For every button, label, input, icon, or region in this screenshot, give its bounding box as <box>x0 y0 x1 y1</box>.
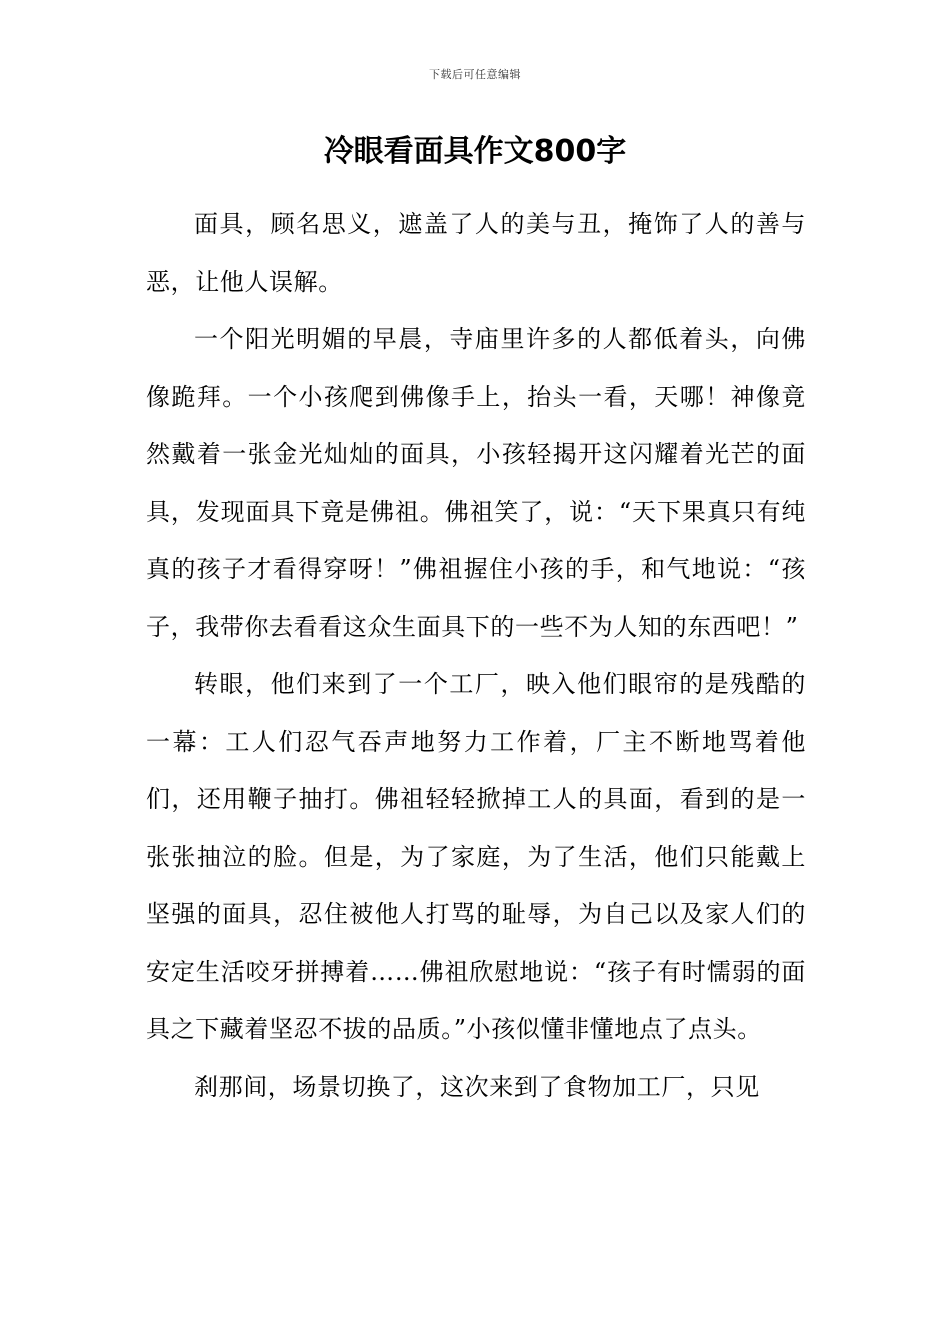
paragraph-2: 一个阳光明媚的早晨，寺庙里许多的人都低着头，向佛像跪拜。一个小孩爬到佛像手上，抬头一看，天哪！神像竟然戴着一张金光灿灿的面具，小孩轻揭开这闪耀着光芒的面具，发现面具下竟是佛祖。佛祖笑了，说：“天下果真只有纯真的孩子才看得穿呀！”佛祖握住小孩的手，和气地说：“孩子，我带你去看看这众生面具下的一些不为人知的东西吧！” <box>146 325 806 641</box>
page-header-note: 下载后可任意编辑 <box>429 68 521 81</box>
paragraph-1: 面具，顾名思义，遮盖了人的美与丑，掩饰了人的善与恶，让他人误解。 <box>146 210 806 296</box>
document-title: 冷眼看面具作文800字 <box>323 134 627 169</box>
paragraph-4: 刹那间，场景切换了，这次来到了食物加工厂，只见 <box>194 1072 760 1101</box>
document-body <box>146 196 806 1116</box>
paragraph-3: 转眼，他们来到了一个工厂，映入他们眼帘的是残酷的一幕：工人们忍气吞声地努力工作着，厂主不断地骂着他们，还用鞭子抽打。佛祖轻轻掀掉工人的具面，看到的是一张张抽泣的脸。但是，为了家庭，为了生活，他们只能戴上坚强的面具，忍住被他人打骂的耻辱，为自己以及家人们的安定生活咬牙拼搏着……佛祖欣慰地说：“孩子有时懦弱的面具之下藏着坚忍不拔的品质。”小孩似懂非懂地点了点头。 <box>146 670 806 1043</box>
